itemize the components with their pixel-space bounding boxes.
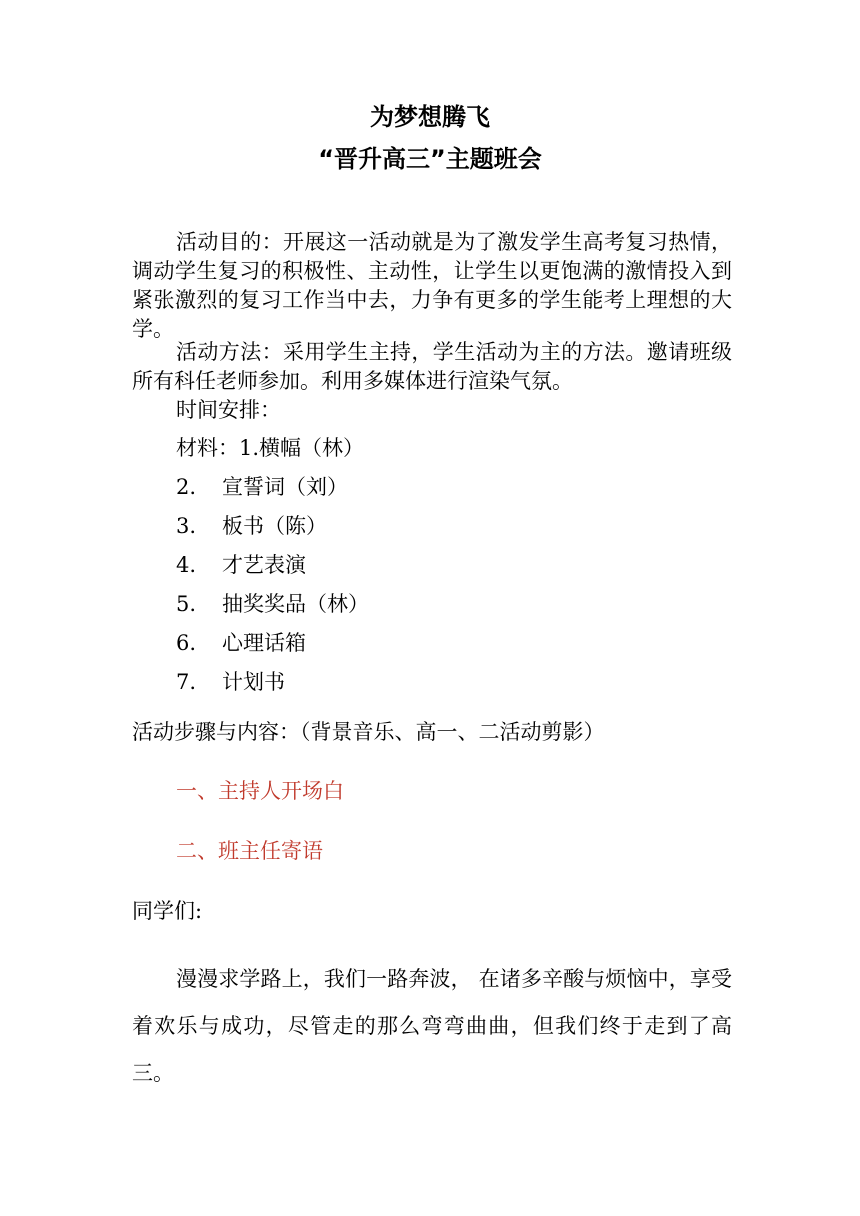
item-text: 心理话箱 [222,631,306,655]
closing-paragraph: 漫漫求学路上，我们一路奔波， 在诸多辛酸与烦恼中，享受着欢乐与成功，尽管走的那么弯弯曲曲，但我们终于走到了高三。 [132,967,732,1085]
materials-item [176,512,327,541]
greeting-text: 同学们: [132,899,203,923]
item-number: 5. [176,592,197,616]
materials-item [176,629,306,658]
item-number: 3. [176,514,197,538]
item-text: 板书（陈） [222,514,327,538]
item-text: 计划书 [222,670,285,694]
schedule-label: 时间安排： [176,398,281,422]
materials-item [176,668,285,697]
materials-item [176,551,306,580]
item-text: 才艺表演 [222,553,306,577]
materials-item-1: 材料：1.横幅（林） [176,436,365,460]
item-text: 宣誓词（刘） [222,475,348,499]
section-heading-2: 二、班主任寄语 [176,839,323,863]
item-number: 7. [176,670,197,694]
method-paragraph: 活动方法：采用学生主持，学生活动为主的方法。邀请班级所有科任老师参加。利用多媒体进行渲染气氛。 [132,340,732,393]
item-number: 2. [176,475,197,499]
item-text: 抽奖奖品（林） [222,592,369,616]
item-number: 6. [176,631,197,655]
materials-item [176,590,369,619]
document-subtitle: “晋升高三”主题班会 [318,145,542,173]
section-heading-1: 一、主持人开场白 [176,779,344,803]
purpose-paragraph: 活动目的：开展这一活动就是为了激发学生高考复习热情，调动学生复习的积极性、主动性，让学生以更饱满的激情投入到紧张激烈的复习工作当中去，力争有更多的学生能考上理想的大学。 [132,230,732,341]
item-number: 4. [176,553,197,577]
steps-heading: 活动步骤与内容：（背景音乐、高一、二活动剪影） [132,720,605,744]
document-title: 为梦想腾飞 [370,103,490,131]
materials-item [176,473,348,502]
